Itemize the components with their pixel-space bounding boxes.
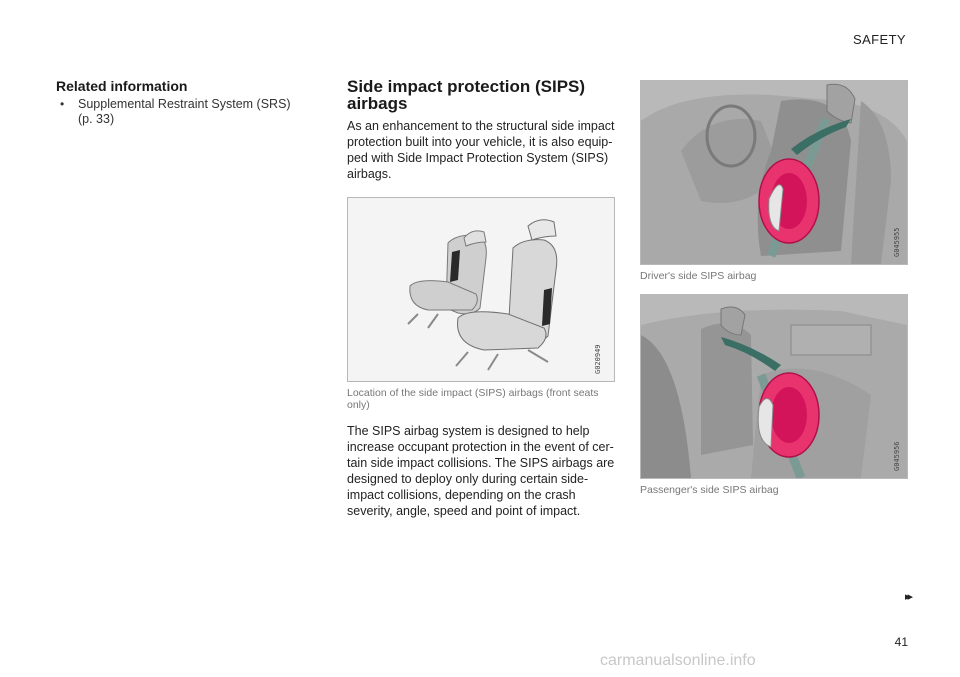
related-title: Related information (56, 78, 188, 94)
intro-paragraph: As an enhancement to the structural side impact protection built into your vehicle, it is also equip-ped with Side Impact Protection System (SIPS) airbags. (347, 119, 615, 181)
related-list (56, 97, 296, 127)
section-header: SAFETY (853, 32, 906, 47)
related-item[interactable] (56, 97, 296, 127)
passenger-caption: Passenger's side SIPS airbag (640, 484, 779, 496)
passenger-airbag-illustration (641, 295, 907, 478)
figure-code: G045956 (893, 441, 901, 471)
seats-illustration (348, 198, 614, 381)
driver-airbag-figure (640, 80, 908, 265)
airbag-figures (640, 78, 908, 496)
body-paragraph: The SIPS airbag system is designed to help increase occupant protection in the event of cer-tain side impact collisions. The SIPS airbags are designed to deploy only during certain side-impact collisions, depending on the crash severity, angle, speed and point of impact. (347, 424, 615, 518)
related-information (56, 78, 296, 127)
passenger-airbag-figure (640, 294, 908, 479)
figure-code: G020949 (594, 344, 602, 374)
next-page-icon[interactable]: ▸▸ (904, 591, 910, 603)
driver-caption: Driver's side SIPS airbag (640, 270, 757, 282)
figure-code: G045955 (893, 227, 901, 257)
bullet-icon: • (60, 97, 65, 111)
seats-figure (347, 197, 615, 382)
seats-caption: Location of the side impact (SIPS) airbags (front seats only) (347, 387, 599, 411)
watermark: carmanualsonline.info (600, 652, 756, 669)
sips-article (347, 78, 615, 519)
related-link[interactable]: Supplemental Restraint System (SRS) (p. 33) (78, 97, 291, 126)
page-number: 41 (894, 635, 908, 649)
article-title: Side impact protection (SIPS) airbags (347, 77, 586, 113)
driver-airbag-illustration (641, 81, 907, 264)
